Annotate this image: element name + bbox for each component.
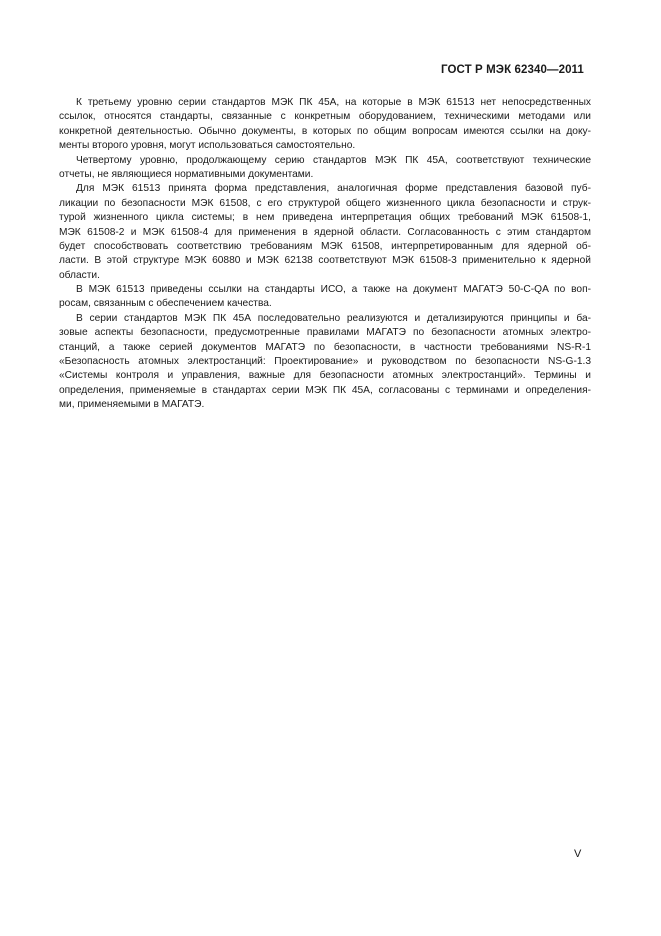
text-line: менты второго уровня, могут использоваться самостоятельно. [59, 140, 356, 152]
page-number: V [574, 848, 582, 860]
text-line: отчеты, не являющиеся нормативными документами. [59, 168, 314, 180]
text-line: области. [59, 269, 100, 281]
text-line: станций, а также серией документов МАГАТЭ по безопасности, в частности требованиями NS-R-1 [59, 341, 591, 353]
text-line: МЭК 61508-2 и МЭК 61508-4 для применения в ядерной области. Согласованность с этим стандартом [59, 226, 591, 238]
text-line: «Системы контроля и управления, важные для безопасности атомных электростанций». Термины и [59, 370, 591, 382]
paragraph [59, 154, 591, 183]
paragraph [59, 96, 591, 154]
text-line: турой жизненного цикла системы; в нем приведена интерпретация общих требований МЭК 61508-1, [59, 212, 591, 224]
text-line: ссылок, относятся стандарты, связанные с конкретным оборудованием, техническими методами или [59, 111, 591, 123]
document-body [59, 96, 591, 413]
text-line: росам, связанным с обеспечением качества. [59, 298, 272, 310]
text-line: В МЭК 61513 приведены ссылки на стандарты ИСО, а также на документ МАГАТЭ 50-C-QA по воп- [76, 284, 591, 296]
text-line: будет способствовать соответствию требованиям МЭК 61508, интерпретированным для ядерной об- [59, 240, 591, 252]
text-line: ликации по безопасности МЭК 61508, с его структурой общего жизненного цикла безопасности и струк- [59, 197, 591, 209]
text-line: ми, применяемыми в МАГАТЭ. [59, 399, 205, 411]
text-line: К третьему уровню серии стандартов МЭК ПК 45А, на которые в МЭК 61513 нет непосредственных [76, 97, 591, 108]
document-header: ГОСТ Р МЭК 62340—2011 [441, 64, 584, 76]
paragraph [59, 283, 591, 312]
text-line: В серии стандартов МЭК ПК 45А последовательно реализуются и детализируются принципы и ба- [76, 312, 591, 324]
text-line: зовые аспекты безопасности, предусмотренные правилами МАГАТЭ по безопасности атомных электро- [59, 327, 591, 339]
text-line: ласти. В этой структуре МЭК 60880 и МЭК 62138 соответствуют МЭК 61508-3 применительно к ядерной [59, 255, 591, 267]
paragraph [59, 182, 591, 283]
text-line: Для МЭК 61513 принята форма представления, аналогичная форме представления базовой пуб- [76, 183, 591, 195]
text-line: определения, применяемые в стандартах серии МЭК ПК 45А, согласованы с терминами и определения- [59, 384, 591, 396]
text-line: Четвертому уровню, продолжающему серию стандартов МЭК ПК 45А, соответствуют технические [76, 154, 591, 166]
text-line: «Безопасность атомных электростанций: Проектирование» и руководством по безопасности NS-G-1.3 [59, 356, 591, 368]
text-line: конкретной деятельностью. Обычно документы, в которых по общим вопросам имеются ссылки на доку- [59, 125, 591, 137]
paragraph [59, 312, 591, 413]
